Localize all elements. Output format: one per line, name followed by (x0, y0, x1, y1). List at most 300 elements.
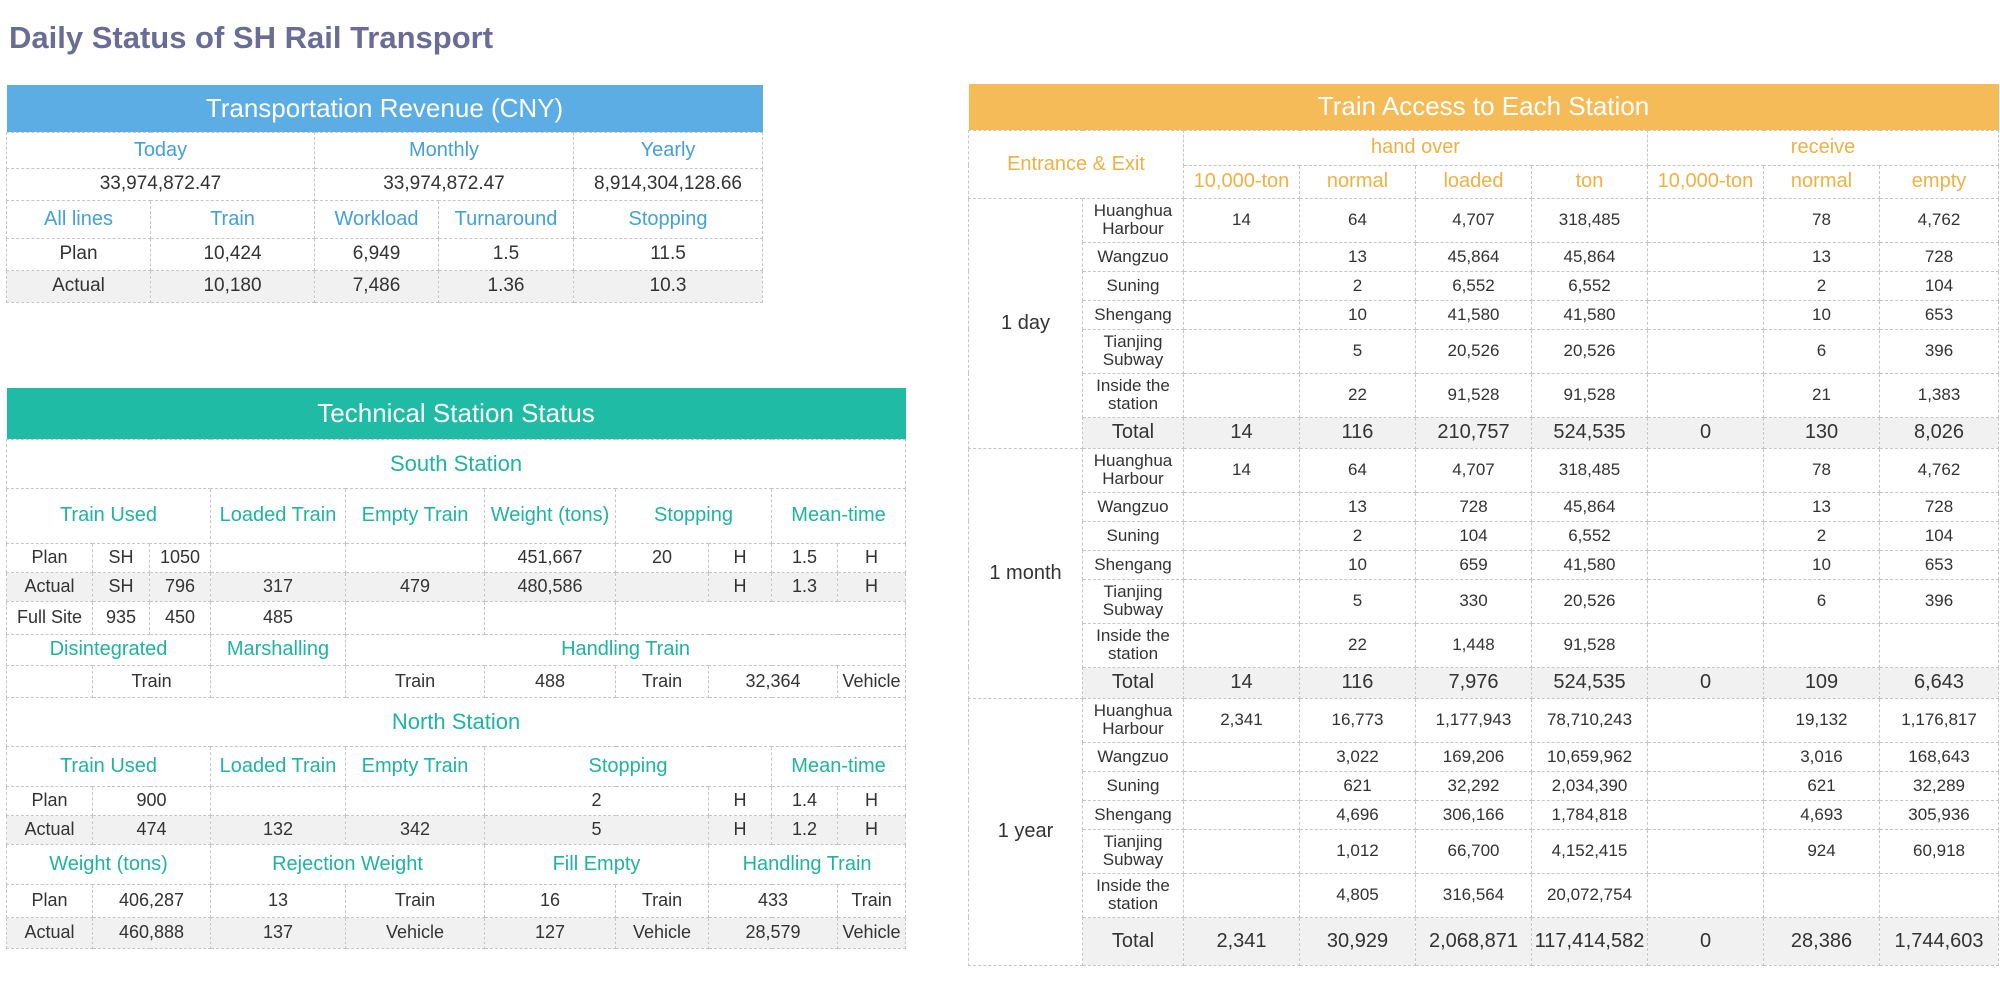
table-cell (1648, 373, 1764, 417)
table-cell: 116 (1300, 667, 1416, 698)
table-cell (1648, 198, 1764, 242)
table-cell (346, 786, 485, 815)
table-cell: 3,016 (1764, 742, 1880, 771)
col-header: Train (151, 200, 315, 238)
table-cell: 64 (1300, 198, 1416, 242)
station-name: Wangzuo (1083, 242, 1184, 271)
table-cell: 41,580 (1532, 550, 1648, 579)
period-monthly: Monthly (315, 132, 574, 168)
table-row (969, 448, 1999, 492)
table-row (969, 800, 1999, 829)
table-cell: 10 (1764, 550, 1880, 579)
table-cell: 1.3 (772, 572, 838, 601)
tech-title: Technical Station Status (7, 388, 906, 439)
table-cell: 653 (1880, 550, 1999, 579)
table-cell: 1,383 (1880, 373, 1999, 417)
table-cell (1184, 771, 1300, 800)
table-row (969, 579, 1999, 623)
table-cell: 317 (211, 572, 346, 601)
table-cell: 5 (485, 815, 709, 844)
table-cell: 480,586 (485, 572, 616, 601)
table-cell: 5 (1300, 329, 1416, 373)
table-row (969, 698, 1999, 742)
table-cell: 1.5 (439, 238, 574, 270)
table-cell: 4,762 (1880, 448, 1999, 492)
col-header: Stopping (574, 200, 763, 238)
table-cell: 13 (1300, 492, 1416, 521)
col-header: Weight (tons) (485, 488, 616, 543)
table-cell: 8,026 (1880, 417, 1999, 448)
table-cell: 10,659,962 (1532, 742, 1648, 771)
table-cell: 1,177,943 (1416, 698, 1532, 742)
table-cell: 318,485 (1532, 448, 1648, 492)
total-label: Total (1083, 667, 1184, 698)
tech-panel (6, 388, 905, 949)
table-cell: 1.5 (772, 543, 838, 572)
table-cell: 22 (1300, 373, 1416, 417)
table-cell (1184, 550, 1300, 579)
table-cell: 1.2 (772, 815, 838, 844)
table-cell (1880, 623, 1999, 667)
table-cell (1648, 300, 1764, 329)
table-cell: 306,166 (1416, 800, 1532, 829)
table-cell (1648, 448, 1764, 492)
table-cell: 488 (485, 665, 616, 697)
table-cell (1184, 492, 1300, 521)
table-cell: 13 (1764, 242, 1880, 271)
table-cell (1184, 742, 1300, 771)
col-header: Empty Train (346, 746, 485, 786)
station-name: Tianjing Subway (1083, 829, 1184, 873)
table-cell: 6 (1764, 329, 1880, 373)
table-row (969, 623, 1999, 667)
col-header: Loaded Train (211, 746, 346, 786)
table-cell: 14 (1184, 198, 1300, 242)
table-cell: H (838, 815, 906, 844)
col-header: normal (1300, 165, 1416, 198)
table-cell: 0 (1648, 667, 1764, 698)
period-today: Today (7, 132, 315, 168)
table-cell: 7,486 (315, 270, 439, 302)
table-row (7, 270, 763, 302)
table-cell: Actual (7, 572, 93, 601)
tech-table (6, 388, 906, 949)
table-cell: 4,696 (1300, 800, 1416, 829)
table-cell: Vehicle (838, 917, 906, 948)
table-cell: H (709, 543, 772, 572)
total-row (969, 667, 1999, 698)
table-cell: 91,528 (1532, 623, 1648, 667)
table-cell: 621 (1764, 771, 1880, 800)
table-cell: 2,341 (1184, 917, 1300, 965)
table-cell: 450 (150, 601, 211, 634)
table-cell: H (709, 815, 772, 844)
col-header: Stopping (616, 488, 772, 543)
table-cell: 2,034,390 (1532, 771, 1648, 800)
station-name: Shengang (1083, 300, 1184, 329)
table-cell: 28,386 (1764, 917, 1880, 965)
table-cell (1184, 300, 1300, 329)
table-cell (1648, 698, 1764, 742)
table-cell: 0 (1648, 417, 1764, 448)
col-header: 10,000-ton (1184, 165, 1300, 198)
table-cell: 11.5 (574, 238, 763, 270)
hand-over-header: hand over (1184, 130, 1648, 165)
table-cell: 116 (1300, 417, 1416, 448)
table-cell: 32,364 (709, 665, 838, 697)
col-header: Marshalling (211, 634, 346, 665)
table-cell: 16 (485, 884, 616, 917)
access-table (968, 84, 1999, 966)
table-cell (211, 543, 346, 572)
station-name: Wangzuo (1083, 492, 1184, 521)
table-cell (1764, 623, 1880, 667)
col-header: Empty Train (346, 488, 485, 543)
col-header: Loaded Train (211, 488, 346, 543)
table-cell: 6,949 (315, 238, 439, 270)
table-cell: 2 (1300, 521, 1416, 550)
table-cell: 20 (616, 543, 709, 572)
table-row (7, 884, 906, 917)
table-cell: 4,707 (1416, 448, 1532, 492)
access-title: Train Access to Each Station (969, 84, 1999, 130)
table-cell: H (838, 786, 906, 815)
table-cell: 1050 (150, 543, 211, 572)
table-row (7, 665, 906, 697)
table-cell: Plan (7, 238, 151, 270)
table-cell: 433 (709, 884, 838, 917)
table-cell (211, 665, 346, 697)
table-cell: Train (93, 665, 211, 697)
table-cell: 1,448 (1416, 623, 1532, 667)
table-cell (1184, 873, 1300, 917)
table-cell: 16,773 (1300, 698, 1416, 742)
table-cell (1184, 800, 1300, 829)
table-cell: 13 (211, 884, 346, 917)
table-cell: 451,667 (485, 543, 616, 572)
table-cell: 342 (346, 815, 485, 844)
table-cell: 20,526 (1532, 579, 1648, 623)
table-cell: 104 (1880, 521, 1999, 550)
table-cell: 109 (1764, 667, 1880, 698)
table-row (969, 271, 1999, 300)
table-cell (1880, 873, 1999, 917)
table-row (969, 242, 1999, 271)
table-row (969, 771, 1999, 800)
table-cell: 318,485 (1532, 198, 1648, 242)
col-header: Mean-time (772, 746, 906, 786)
revenue-table (6, 85, 763, 303)
col-header: Weight (tons) (7, 844, 211, 884)
station-name: Suning (1083, 771, 1184, 800)
total-row (969, 917, 1999, 965)
station-name: Huanghua Harbour (1083, 698, 1184, 742)
table-cell (1648, 873, 1764, 917)
table-cell: 20,072,754 (1532, 873, 1648, 917)
table-cell: 1,176,817 (1880, 698, 1999, 742)
table-row (969, 300, 1999, 329)
table-cell: 0 (1648, 917, 1764, 965)
table-cell: 479 (346, 572, 485, 601)
table-cell: 2 (485, 786, 709, 815)
table-cell: 19,132 (1764, 698, 1880, 742)
table-cell: Train (346, 665, 485, 697)
table-cell: 6,552 (1532, 521, 1648, 550)
table-cell: 127 (485, 917, 616, 948)
table-cell: 60,918 (1880, 829, 1999, 873)
table-cell: 10 (1300, 550, 1416, 579)
station-name: Wangzuo (1083, 742, 1184, 771)
table-row (969, 521, 1999, 550)
col-header: Stopping (485, 746, 772, 786)
table-cell: 728 (1416, 492, 1532, 521)
table-cell: 653 (1880, 300, 1999, 329)
table-cell: H (838, 572, 906, 601)
table-cell: 13 (1764, 492, 1880, 521)
station-name: Shengang (1083, 550, 1184, 579)
table-cell: 396 (1880, 579, 1999, 623)
table-cell: 168,643 (1880, 742, 1999, 771)
table-cell: 41,580 (1532, 300, 1648, 329)
table-cell: SH (93, 543, 150, 572)
table-cell: 659 (1416, 550, 1532, 579)
station-name: Tianjing Subway (1083, 579, 1184, 623)
table-cell (485, 601, 616, 634)
table-cell: 22 (1300, 623, 1416, 667)
col-header: Fill Empty (485, 844, 709, 884)
table-cell: 935 (93, 601, 150, 634)
col-header: Rejection Weight (211, 844, 485, 884)
table-row (7, 815, 906, 844)
table-cell: 1,744,603 (1880, 917, 1999, 965)
table-cell: SH (93, 572, 150, 601)
table-row (969, 329, 1999, 373)
table-cell: 3,022 (1300, 742, 1416, 771)
col-header: empty (1880, 165, 1999, 198)
col-header: Workload (315, 200, 439, 238)
table-row (969, 873, 1999, 917)
table-cell: 41,580 (1416, 300, 1532, 329)
table-cell: H (709, 572, 772, 601)
table-cell (1184, 242, 1300, 271)
col-header: All lines (7, 200, 151, 238)
table-cell: 14 (1184, 448, 1300, 492)
table-cell: 78,710,243 (1532, 698, 1648, 742)
station-name: Inside the station (1083, 623, 1184, 667)
station-name: Tianjing Subway (1083, 329, 1184, 373)
table-row (969, 373, 1999, 417)
table-cell: 6,552 (1416, 271, 1532, 300)
table-cell: 10,180 (151, 270, 315, 302)
total-label: Total (1083, 417, 1184, 448)
table-cell (1184, 373, 1300, 417)
col-header: Handling Train (346, 634, 906, 665)
table-cell: 4,762 (1880, 198, 1999, 242)
col-header: Disintegrated (7, 634, 211, 665)
table-row (969, 492, 1999, 521)
table-row (7, 543, 906, 572)
table-cell: 10 (1764, 300, 1880, 329)
table-cell: 900 (93, 786, 211, 815)
total-label: Total (1083, 917, 1184, 965)
table-cell (1648, 800, 1764, 829)
table-row (7, 917, 906, 948)
table-cell: 4,152,415 (1532, 829, 1648, 873)
table-cell: Train (616, 665, 709, 697)
station-name: Inside the station (1083, 373, 1184, 417)
revenue-today-value: 33,974,872.47 (7, 168, 315, 200)
revenue-panel (6, 85, 762, 303)
table-cell: Train (838, 884, 906, 917)
table-cell: 4,693 (1764, 800, 1880, 829)
station-name: Suning (1083, 271, 1184, 300)
table-cell: Vehicle (346, 917, 485, 948)
col-header: 10,000-ton (1648, 165, 1764, 198)
table-cell: 130 (1764, 417, 1880, 448)
table-cell: 78 (1764, 198, 1880, 242)
access-panel (968, 84, 1998, 966)
table-cell (1184, 329, 1300, 373)
table-cell (1648, 521, 1764, 550)
table-cell: 728 (1880, 242, 1999, 271)
table-cell: 104 (1880, 271, 1999, 300)
table-cell: 1.4 (772, 786, 838, 815)
south-station-title: South Station (7, 439, 906, 488)
table-cell (1648, 623, 1764, 667)
table-cell: 524,535 (1532, 667, 1648, 698)
col-header: loaded (1416, 165, 1532, 198)
station-name: Inside the station (1083, 873, 1184, 917)
revenue-monthly-value: 33,974,872.47 (315, 168, 574, 200)
table-cell: 78 (1764, 448, 1880, 492)
station-name: Shengang (1083, 800, 1184, 829)
table-cell: 6,552 (1532, 271, 1648, 300)
table-cell: 21 (1764, 373, 1880, 417)
table-cell: 64 (1300, 448, 1416, 492)
table-cell: 14 (1184, 417, 1300, 448)
table-cell: 30,929 (1300, 917, 1416, 965)
table-row (969, 829, 1999, 873)
table-cell (346, 601, 485, 634)
table-cell: 32,292 (1416, 771, 1532, 800)
table-row (7, 572, 906, 601)
table-cell: 396 (1880, 329, 1999, 373)
table-cell: Full Site (7, 601, 93, 634)
table-cell (1648, 271, 1764, 300)
table-cell: H (838, 543, 906, 572)
table-cell: 91,528 (1532, 373, 1648, 417)
col-header: Handling Train (709, 844, 906, 884)
period-label: 1 month (969, 448, 1083, 698)
table-cell (211, 786, 346, 815)
table-cell: 6,643 (1880, 667, 1999, 698)
station-name: Suning (1083, 521, 1184, 550)
table-cell: Train (616, 884, 709, 917)
table-cell: 20,526 (1416, 329, 1532, 373)
col-header: Train Used (7, 746, 211, 786)
table-cell: 7,976 (1416, 667, 1532, 698)
table-cell: Plan (7, 884, 93, 917)
table-row (7, 786, 906, 815)
table-cell: 14 (1184, 667, 1300, 698)
station-name: Huanghua Harbour (1083, 448, 1184, 492)
entrance-exit-header: Entrance & Exit (969, 130, 1184, 198)
table-cell: 485 (211, 601, 346, 634)
table-cell (1648, 579, 1764, 623)
table-cell: 1.36 (439, 270, 574, 302)
table-cell (1648, 771, 1764, 800)
table-cell: 1,012 (1300, 829, 1416, 873)
table-cell: 104 (1416, 521, 1532, 550)
table-cell: 169,206 (1416, 742, 1532, 771)
table-cell: Vehicle (616, 917, 709, 948)
revenue-title: Transportation Revenue (CNY) (7, 85, 763, 132)
col-header: normal (1764, 165, 1880, 198)
table-cell (1648, 492, 1764, 521)
table-cell: 32,289 (1880, 771, 1999, 800)
table-row (7, 601, 906, 634)
table-cell: 796 (150, 572, 211, 601)
table-cell (1648, 550, 1764, 579)
table-cell: 4,805 (1300, 873, 1416, 917)
table-cell: 2,341 (1184, 698, 1300, 742)
table-cell (616, 601, 906, 634)
period-label: 1 year (969, 698, 1083, 965)
table-cell: 4,707 (1416, 198, 1532, 242)
table-cell: 10.3 (574, 270, 763, 302)
table-cell: 330 (1416, 579, 1532, 623)
receive-header: receive (1648, 130, 1999, 165)
table-cell: 2 (1300, 271, 1416, 300)
table-cell: Actual (7, 815, 93, 844)
table-cell: Plan (7, 543, 93, 572)
table-cell: 924 (1764, 829, 1880, 873)
table-cell (1184, 829, 1300, 873)
revenue-yearly-value: 8,914,304,128.66 (574, 168, 763, 200)
table-cell: 132 (211, 815, 346, 844)
col-header: Train Used (7, 488, 211, 543)
table-cell: 524,535 (1532, 417, 1648, 448)
table-cell (1184, 521, 1300, 550)
table-cell: 45,864 (1532, 242, 1648, 271)
table-cell: 210,757 (1416, 417, 1532, 448)
table-cell (1764, 873, 1880, 917)
table-cell: Actual (7, 270, 151, 302)
table-cell: Train (346, 884, 485, 917)
col-header: ton (1532, 165, 1648, 198)
table-cell: 117,414,582 (1532, 917, 1648, 965)
table-cell: 20,526 (1532, 329, 1648, 373)
table-cell: Vehicle (838, 665, 906, 697)
table-cell: 728 (1880, 492, 1999, 521)
table-cell: 316,564 (1416, 873, 1532, 917)
page-title: Daily Status of SH Rail Transport (9, 20, 494, 55)
table-cell: 621 (1300, 771, 1416, 800)
table-cell: 137 (211, 917, 346, 948)
table-cell: 91,528 (1416, 373, 1532, 417)
table-cell: 45,864 (1532, 492, 1648, 521)
table-cell: 13 (1300, 242, 1416, 271)
table-cell (346, 543, 485, 572)
table-cell: 28,579 (709, 917, 838, 948)
table-cell (1648, 742, 1764, 771)
table-cell: 474 (93, 815, 211, 844)
table-cell (1648, 242, 1764, 271)
table-cell: 305,936 (1880, 800, 1999, 829)
table-cell (1648, 329, 1764, 373)
table-cell (1184, 623, 1300, 667)
north-station-title: North Station (7, 697, 906, 746)
